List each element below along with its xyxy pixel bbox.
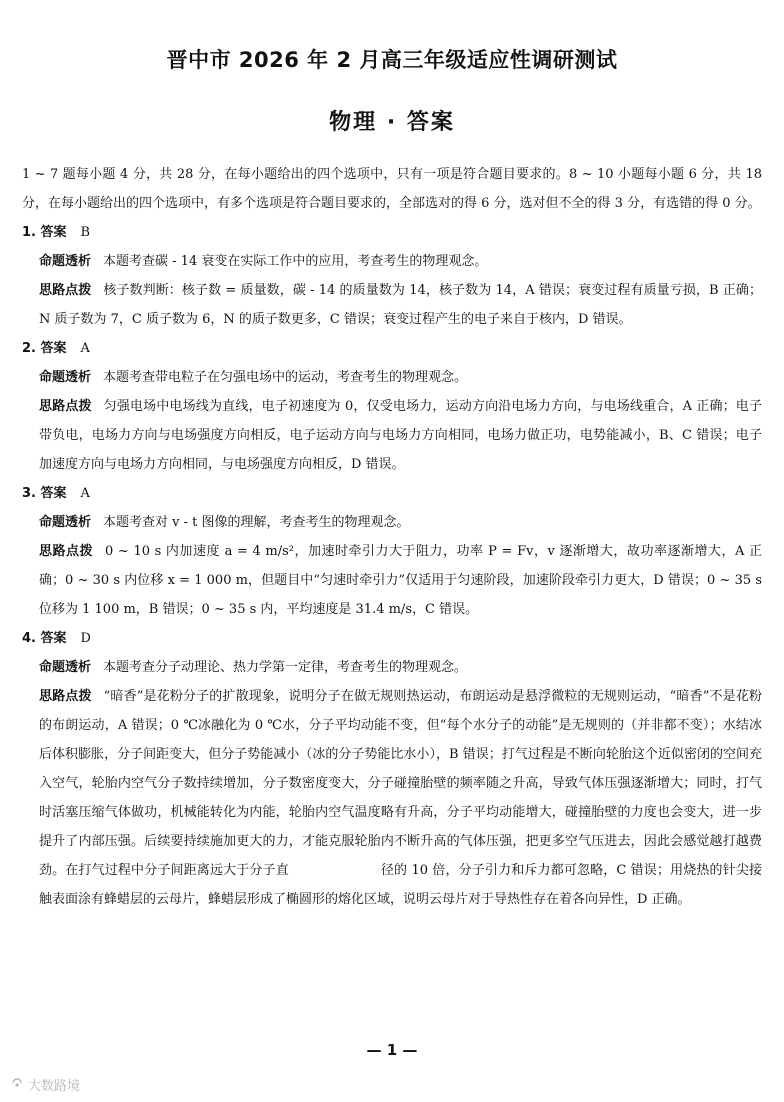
answer-line (22, 218, 762, 247)
subject-title: 物理 · 答案 (329, 110, 455, 135)
answer-value: A (80, 486, 90, 501)
hint-text: “暗香”是花粉分子的扩散现象，说明分子在做无规则热运动，布朗运动是悬浮微粒的无规则运动，“暗香”不是花粉的布朗运动，A 错误；0 ℃冰融化为 0 ℃水，分子平均动能不变，但“每个水分子的动能”是无规则的（并非都不变）；水结冰后体积膨胀，分子间距变大，但分子势能减小（冰的分子势能比水小），B 错误；打气过程是不断向轮胎这个近似密闭的空间充入空气，轮胎内空气分子数持续增加，分子数密度变大，分子碰撞胎壁的频率随之升高，导致气体压强逐渐增大；同时，打气时活塞压缩气体做功，机械能转化为内能，轮胎内空气温度略有升高，分子平均动能增大，碰撞胎壁的力度也会变大，进一步提升了内部压强。后续要持续施加更大的力，才能克服轮胎内不断升高的气体压强，把更多空气压进去，因此会感觉越打越费劲。在打气过程中分子间距离远大于分子直 径的 10 倍，分子引力和斥力都可忽略，C 错误；用烧热的针尖接触表面涂有蜂蜡层的云母片，蜂蜡层形成了椭圆形的熔化区域，说明云母片对于导热性存在着各向异性，D 正确。 (39, 689, 762, 907)
answer-line (22, 334, 762, 363)
hint-label: 思路点拨 (39, 544, 94, 559)
question-2 (22, 334, 762, 479)
hint-section (22, 276, 762, 334)
analysis-label: 命题透析 (39, 370, 92, 385)
analysis-label: 命题透析 (39, 515, 92, 530)
hint-text: 0 ~ 10 s 内加速度 a = 4 m/s²，加速时牵引力大于阻力，功率 P = Fv，v 逐渐增大，故功率逐渐增大，A 正确；0 ~ 30 s 内位移 x = 1 000 m，但题目中“匀速时牵引力”仅适用于匀速阶段，加速阶段牵引力更大，D 错误；0 ~ 35 s 位移为 1 100 m，B 错误；0 ~ 35 s 内，平均速度是 31.4 m/s，C 错误。 (39, 544, 762, 617)
question-number: 1. (22, 225, 36, 240)
analysis-label: 命题透析 (39, 660, 92, 675)
question-number: 2. (22, 341, 36, 356)
scoring-instructions: 1 ~ 7 题每小题 4 分，共 28 分，在每小题给出的四个选项中，只有一项是符合题目要求的。8 ~ 10 小题每小题 6 分，共 18 分，在每小题给出的四个选项中，有多个选项是符合题目要求的，全部选对的得 6 分，选对但不全的得 3 分，有选错的得 0 分。 (22, 167, 762, 211)
exam-title: 晋中市 2026 年 2 月高三年级适应性调研测试 (166, 48, 618, 72)
question-3 (22, 479, 762, 624)
analysis-text: 本题考查分子动理论、热力学第一定律，考查考生的物理观念。 (103, 660, 468, 675)
analysis-text: 本题考查碳 - 14 衰变在实际工作中的应用，考查考生的物理观念。 (103, 254, 488, 269)
watermark-text: 大数路境 (28, 1079, 81, 1094)
hint-text: 核子数判断：核子数 = 质量数，碳 - 14 的质量数为 14，核子数为 14，A 错误；衰变过程有质量亏损，B 正确；N 质子数为 7，C 质子数为 6，N 的质子数更多，C 错误；衰变过程产生的电子来自于核内，D 错误。 (39, 283, 762, 327)
hint-label: 思路点拨 (39, 283, 92, 298)
hint-section (22, 392, 762, 479)
answer-value: D (80, 631, 91, 646)
question-4 (22, 624, 762, 914)
answer-line (22, 479, 762, 508)
question-number: 4. (22, 631, 36, 646)
hint-label: 思路点拨 (39, 689, 92, 704)
answer-value: A (80, 341, 90, 356)
analysis-text: 本题考查带电粒子在匀强电场中的运动，考查考生的物理观念。 (103, 370, 468, 385)
page-number: — 1 — (366, 1041, 418, 1059)
hint-section (22, 537, 762, 624)
analysis-section (22, 363, 762, 392)
question-1 (22, 218, 762, 334)
question-number: 3. (22, 486, 36, 501)
analysis-section (22, 653, 762, 682)
answer-line (22, 624, 762, 653)
hint-section (22, 682, 762, 914)
analysis-section (22, 508, 762, 537)
hint-label: 思路点拨 (39, 399, 92, 414)
answer-label: 答案 (40, 486, 67, 501)
watermark-logo-icon (10, 1076, 24, 1094)
hint-text: 匀强电场中电场线为直线，电子初速度为 0，仅受电场力，运动方向沿电场力方向，与电场线重合，A 正确；电子带负电，电场力方向与电场强度方向相反，电子运动方向与电场力方向相同，电场力做正功，电势能减小，B、C 错误；电子加速度方向与电场力方向相同，与电场强度方向相反，D 错误。 (39, 399, 762, 472)
answer-label: 答案 (40, 341, 67, 356)
analysis-section (22, 247, 762, 276)
analysis-text: 本题考查对 v - t 图像的理解，考查考生的物理观念。 (103, 515, 410, 530)
analysis-label: 命题透析 (39, 254, 92, 269)
answer-content (22, 160, 762, 914)
watermark (10, 1075, 80, 1094)
answer-label: 答案 (40, 631, 67, 646)
answer-label: 答案 (40, 225, 67, 240)
answer-value: B (80, 225, 91, 240)
